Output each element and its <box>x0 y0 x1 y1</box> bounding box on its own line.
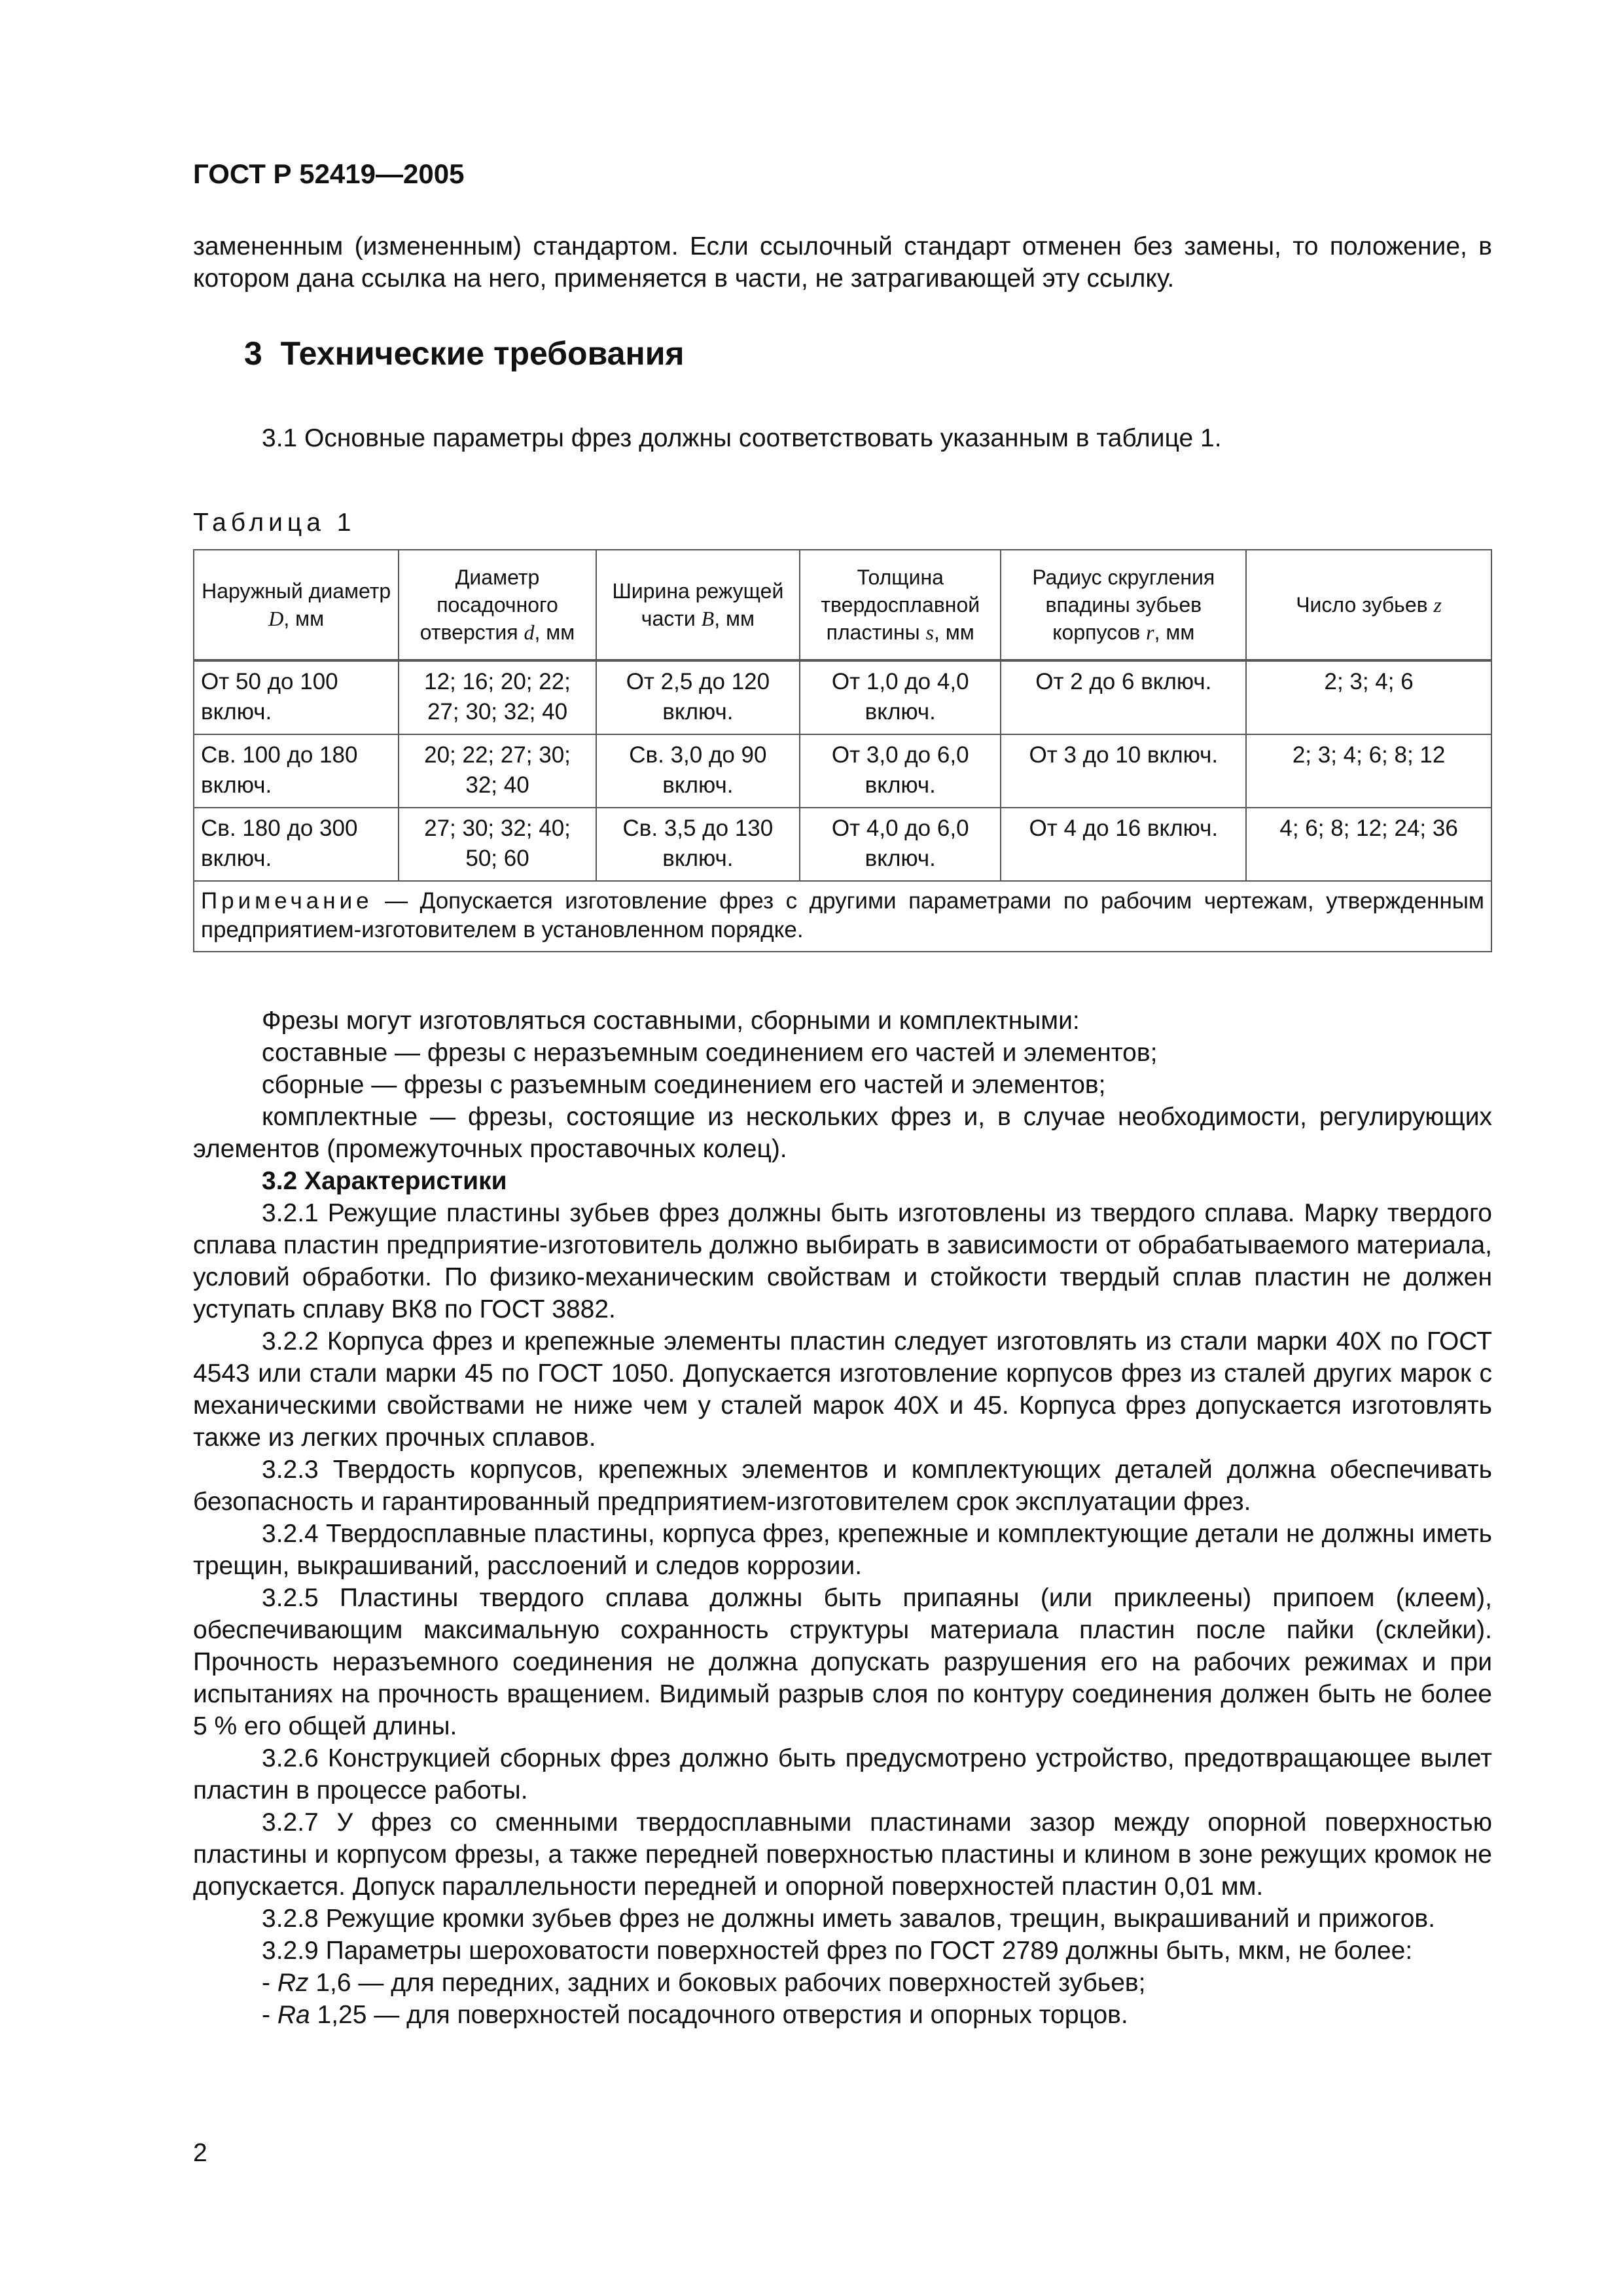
cell-cutting-width: От 2,5 до 120 включ. <box>596 660 800 734</box>
note-label: Примечание <box>201 888 373 914</box>
header-bore-diameter: Диаметр посадочного отверстия d, мм <box>399 550 596 660</box>
cell-insert-thickness: От 1,0 до 4,0 включ. <box>800 660 1001 734</box>
header-insert-thickness: Толщина твердосплавной пластины s, мм <box>800 550 1001 660</box>
table-row <box>194 808 1491 881</box>
header-cutting-width: Ширина режущей части B, мм <box>596 550 800 660</box>
header-teeth-count: Число зубьев z <box>1246 550 1491 660</box>
ra-symbol: Ra <box>277 2001 310 2029</box>
table-header-row <box>194 550 1491 660</box>
rz-symbol: Rz <box>277 1969 309 1997</box>
cell-bore-diameter: 27; 30; 32; 40; 50; 60 <box>399 808 596 881</box>
cell-fillet-radius: От 3 до 10 включ. <box>1001 734 1246 808</box>
standard-header: ГОСТ Р 52419—2005 <box>193 158 465 189</box>
table-row <box>194 660 1491 734</box>
table-note-row <box>194 881 1491 952</box>
header-fillet-radius: Радиус скругления впадины зубьев корпусов r, мм <box>1001 550 1246 660</box>
cell-cutting-width: Св. 3,0 до 90 включ. <box>596 734 800 808</box>
cell-insert-thickness: От 3,0 до 6,0 включ. <box>800 734 1001 808</box>
intro-paragraph: замененным (измененным) стандартом. Если ссылочный стандарт отменен без замены, то положение, в котором дана ссылка на него, применяется в части, не затрагивающей эту ссылку. <box>193 232 1492 293</box>
cell-teeth-count: 2; 3; 4; 6 <box>1246 660 1491 734</box>
cell-bore-diameter: 20; 22; 27; 30; 32; 40 <box>399 734 596 808</box>
paragraph-3-2-7: 3.2.7 У фрез со сменными твердосплавными пластинами зазор между опорной поверхностью пластины и корпусом фрезы, а также передней поверхностью пластины и клином в зоне режущих кромок не допускается. Допуск параллельности передней и опорной поверхностей пластин 0,01 мм. <box>193 1808 1492 1901</box>
cell-cutting-width: Св. 3,5 до 130 включ. <box>596 808 800 881</box>
roughness-rz-item: - Rz 1,6 — для передних, задних и боковых рабочих поверхностей зубьев; <box>262 1969 1146 1997</box>
note-text: — Допускается изготовление фрез с другими параметрами по рабочим чертежам, утвержденным предприятием-изготовителем в установленном порядке. <box>201 888 1484 942</box>
parameters-table <box>193 549 1492 952</box>
types-intro: Фрезы могут изготовляться составными, сборными и комплектными: <box>262 1007 1080 1035</box>
paragraph-3-1: 3.1 Основные параметры фрез должны соответствовать указанным в таблице 1. <box>262 424 1222 452</box>
cell-teeth-count: 2; 3; 4; 6; 8; 12 <box>1246 734 1491 808</box>
type-assembled: сборные — фрезы с разъемным соединением его частей и элементов; <box>262 1071 1106 1099</box>
section-number: 3 <box>244 335 262 372</box>
cell-outer-diameter: Св. 100 до 180 включ. <box>194 734 399 808</box>
paragraph-3-2-9: 3.2.9 Параметры шероховатости поверхностей фрез по ГОСТ 2789 должны быть, мкм, не более: <box>262 1937 1413 1965</box>
section-title-text: Технические требования <box>280 335 685 372</box>
paragraph-3-2-4: 3.2.4 Твердосплавные пластины, корпуса фрез, крепежные и комплектующие детали не должны иметь трещин, выкрашиваний, расслоений и следов коррозии. <box>193 1520 1492 1580</box>
paragraph-3-2-3: 3.2.3 Твердость корпусов, крепежных элементов и комплектующих деталей должна обеспечивать безопасность и гарантированный предприятием-изготовителем срок эксплуатации фрез. <box>193 1456 1492 1516</box>
cell-bore-diameter: 12; 16; 20; 22; 27; 30; 32; 40 <box>399 660 596 734</box>
table-row <box>194 734 1491 808</box>
type-composite: составные — фрезы с неразъемным соединением его частей и элементов; <box>262 1039 1158 1067</box>
section-title <box>244 334 1492 373</box>
cell-fillet-radius: От 2 до 6 включ. <box>1001 660 1246 734</box>
paragraph-3-2-1: 3.2.1 Режущие пластины зубьев фрез должны быть изготовлены из твердого сплава. Марку твердого сплава пластин предприятие-изготовитель должно выбирать в зависимости от обрабатываемого материала, условий обработки. По физико-механическим свойствам и стойкости твердый сплав пластин не должен уступать сплаву ВК8 по ГОСТ 3882. <box>193 1199 1492 1323</box>
page-number: 2 <box>193 2139 207 2167</box>
cell-insert-thickness: От 4,0 до 6,0 включ. <box>800 808 1001 881</box>
paragraph-3-2-5: 3.2.5 Пластины твердого сплава должны быть припаяны (или приклеены) припоем (клеем), обеспечивающим максимальную сохранность структуры материала пластин после пайки (склейки). Прочность неразъемного соединения не должна допускать разрушения его на рабочих режимах и при испытаниях на прочность вращением. Видимый разрыв слоя по контуру соединения должен быть не более 5 % его общей длины. <box>193 1584 1492 1740</box>
subsection-3-2-heading: 3.2 Характеристики <box>262 1167 507 1195</box>
cell-outer-diameter: От 50 до 100 включ. <box>194 660 399 734</box>
paragraph-3-2-6: 3.2.6 Конструкцией сборных фрез должно быть предусмотрено устройство, предотвращающее вылет пластин в процессе работы. <box>193 1744 1492 1804</box>
type-complete: комплектные — фрезы, состоящие из нескольких фрез и, в случае необходимости, регулирующих элементов (промежуточных проставочных колец). <box>193 1103 1492 1163</box>
cell-teeth-count: 4; 6; 8; 12; 24; 36 <box>1246 808 1491 881</box>
header-outer-diameter: Наружный диаметр D, мм <box>194 550 399 660</box>
table-note <box>194 881 1491 952</box>
roughness-ra-item: - Ra 1,25 — для поверхностей посадочного отверстия и опорных торцов. <box>262 2001 1128 2029</box>
table-caption: Таблица 1 <box>193 509 356 537</box>
paragraph-3-2-8: 3.2.8 Режущие кромки зубьев фрез не должны иметь завалов, трещин, выкрашиваний и прижогов. <box>262 1905 1435 1933</box>
cell-outer-diameter: Св. 180 до 300 включ. <box>194 808 399 881</box>
cell-fillet-radius: От 4 до 16 включ. <box>1001 808 1246 881</box>
paragraph-3-2-2: 3.2.2 Корпуса фрез и крепежные элементы пластин следует изготовлять из стали марки 40Х по ГОСТ 4543 или стали марки 45 по ГОСТ 1050. Допускается изготовление корпусов фрез из сталей других марок с механическими свойствами не ниже чем у сталей марок 40Х и 45. Корпуса фрез допускается изготовлять также из легких прочных сплавов. <box>193 1327 1492 1452</box>
